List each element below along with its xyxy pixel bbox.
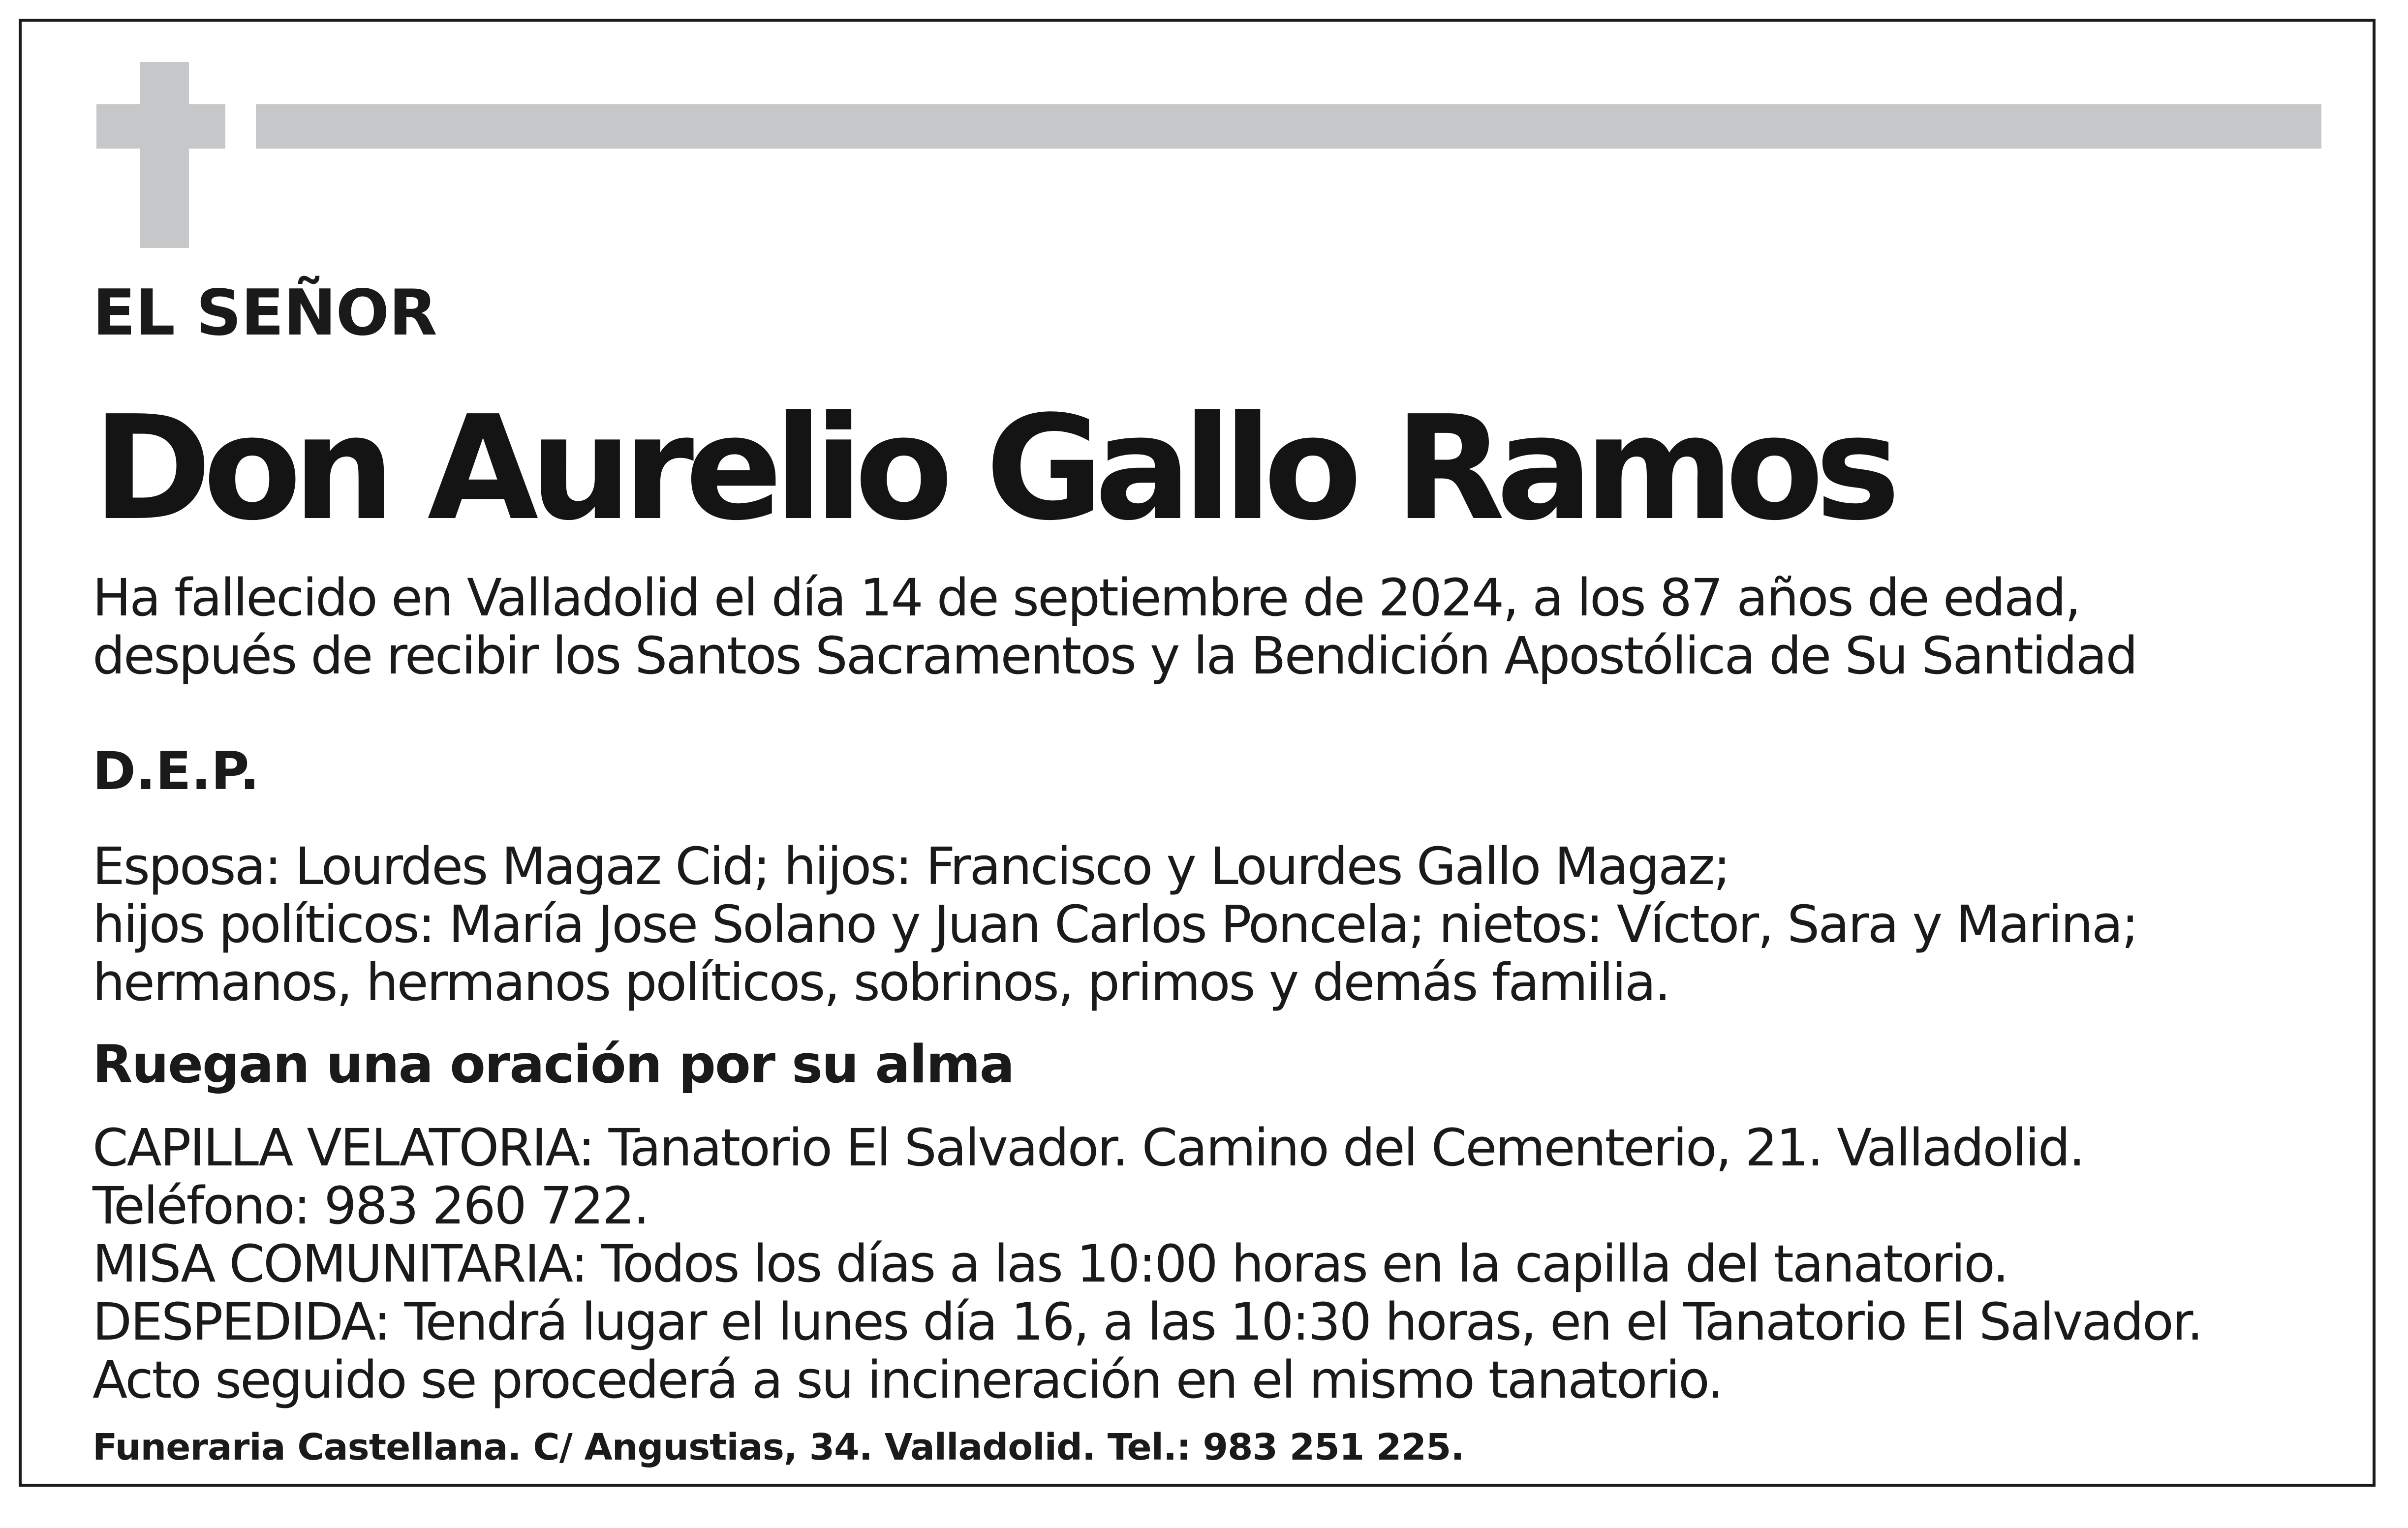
heading-title: EL SEÑOR: [93, 276, 437, 350]
family-line: hijos políticos: María Jose Solano y Juan Carlos Poncela; nietos: Víctor, Sara y Marina;: [93, 894, 2137, 954]
dep-label: D.E.P.: [93, 741, 260, 801]
deceased-name: Don Aurelio Gallo Ramos: [93, 385, 1892, 552]
family-line: hermanos, hermanos políticos, sobrinos, primos y demás familia.: [93, 952, 1669, 1012]
intro-paragraph: [93, 569, 2136, 685]
decorative-bar: [256, 104, 2321, 149]
details-line: CAPILLA VELATORIA: Tanatorio El Salvador. Camino del Cementerio, 21. Valladolid.: [93, 1118, 2084, 1178]
prayer-line: Ruegan una oración por su alma: [93, 1034, 1014, 1095]
intro-line: Ha fallecido en Valladolid el día 14 de septiembre de 2024, a los 87 años de edad,: [93, 568, 2080, 628]
details-line: Acto seguido se procederá a su incineración en el mismo tanatorio.: [93, 1350, 1722, 1410]
family-paragraph: [93, 837, 2137, 1011]
details-line: DESPEDIDA: Tendrá lugar el lunes día 16, a las 10:30 horas, en el Tanatorio El Salvador.: [93, 1292, 2202, 1352]
cross-vertical-beam: [140, 62, 189, 248]
cross-horizontal-beam: [96, 104, 225, 149]
intro-line: después de recibir los Santos Sacramentos y la Bendición Apostólica de Su Santidad: [93, 626, 2137, 686]
details-paragraph: [93, 1119, 2202, 1409]
funeral-home-footer: Funeraria Castellana. C/ Angustias, 34. Valladolid. Tel.: 983 251 225.: [93, 1426, 1464, 1468]
family-line: Esposa: Lourdes Magaz Cid; hijos: Francisco y Lourdes Gallo Magaz;: [93, 836, 1729, 896]
details-line: MISA COMUNITARIA: Todos los días a las 10:00 horas en la capilla del tanatorio.: [93, 1234, 2008, 1294]
details-line: Teléfono: 983 260 722.: [93, 1176, 648, 1236]
